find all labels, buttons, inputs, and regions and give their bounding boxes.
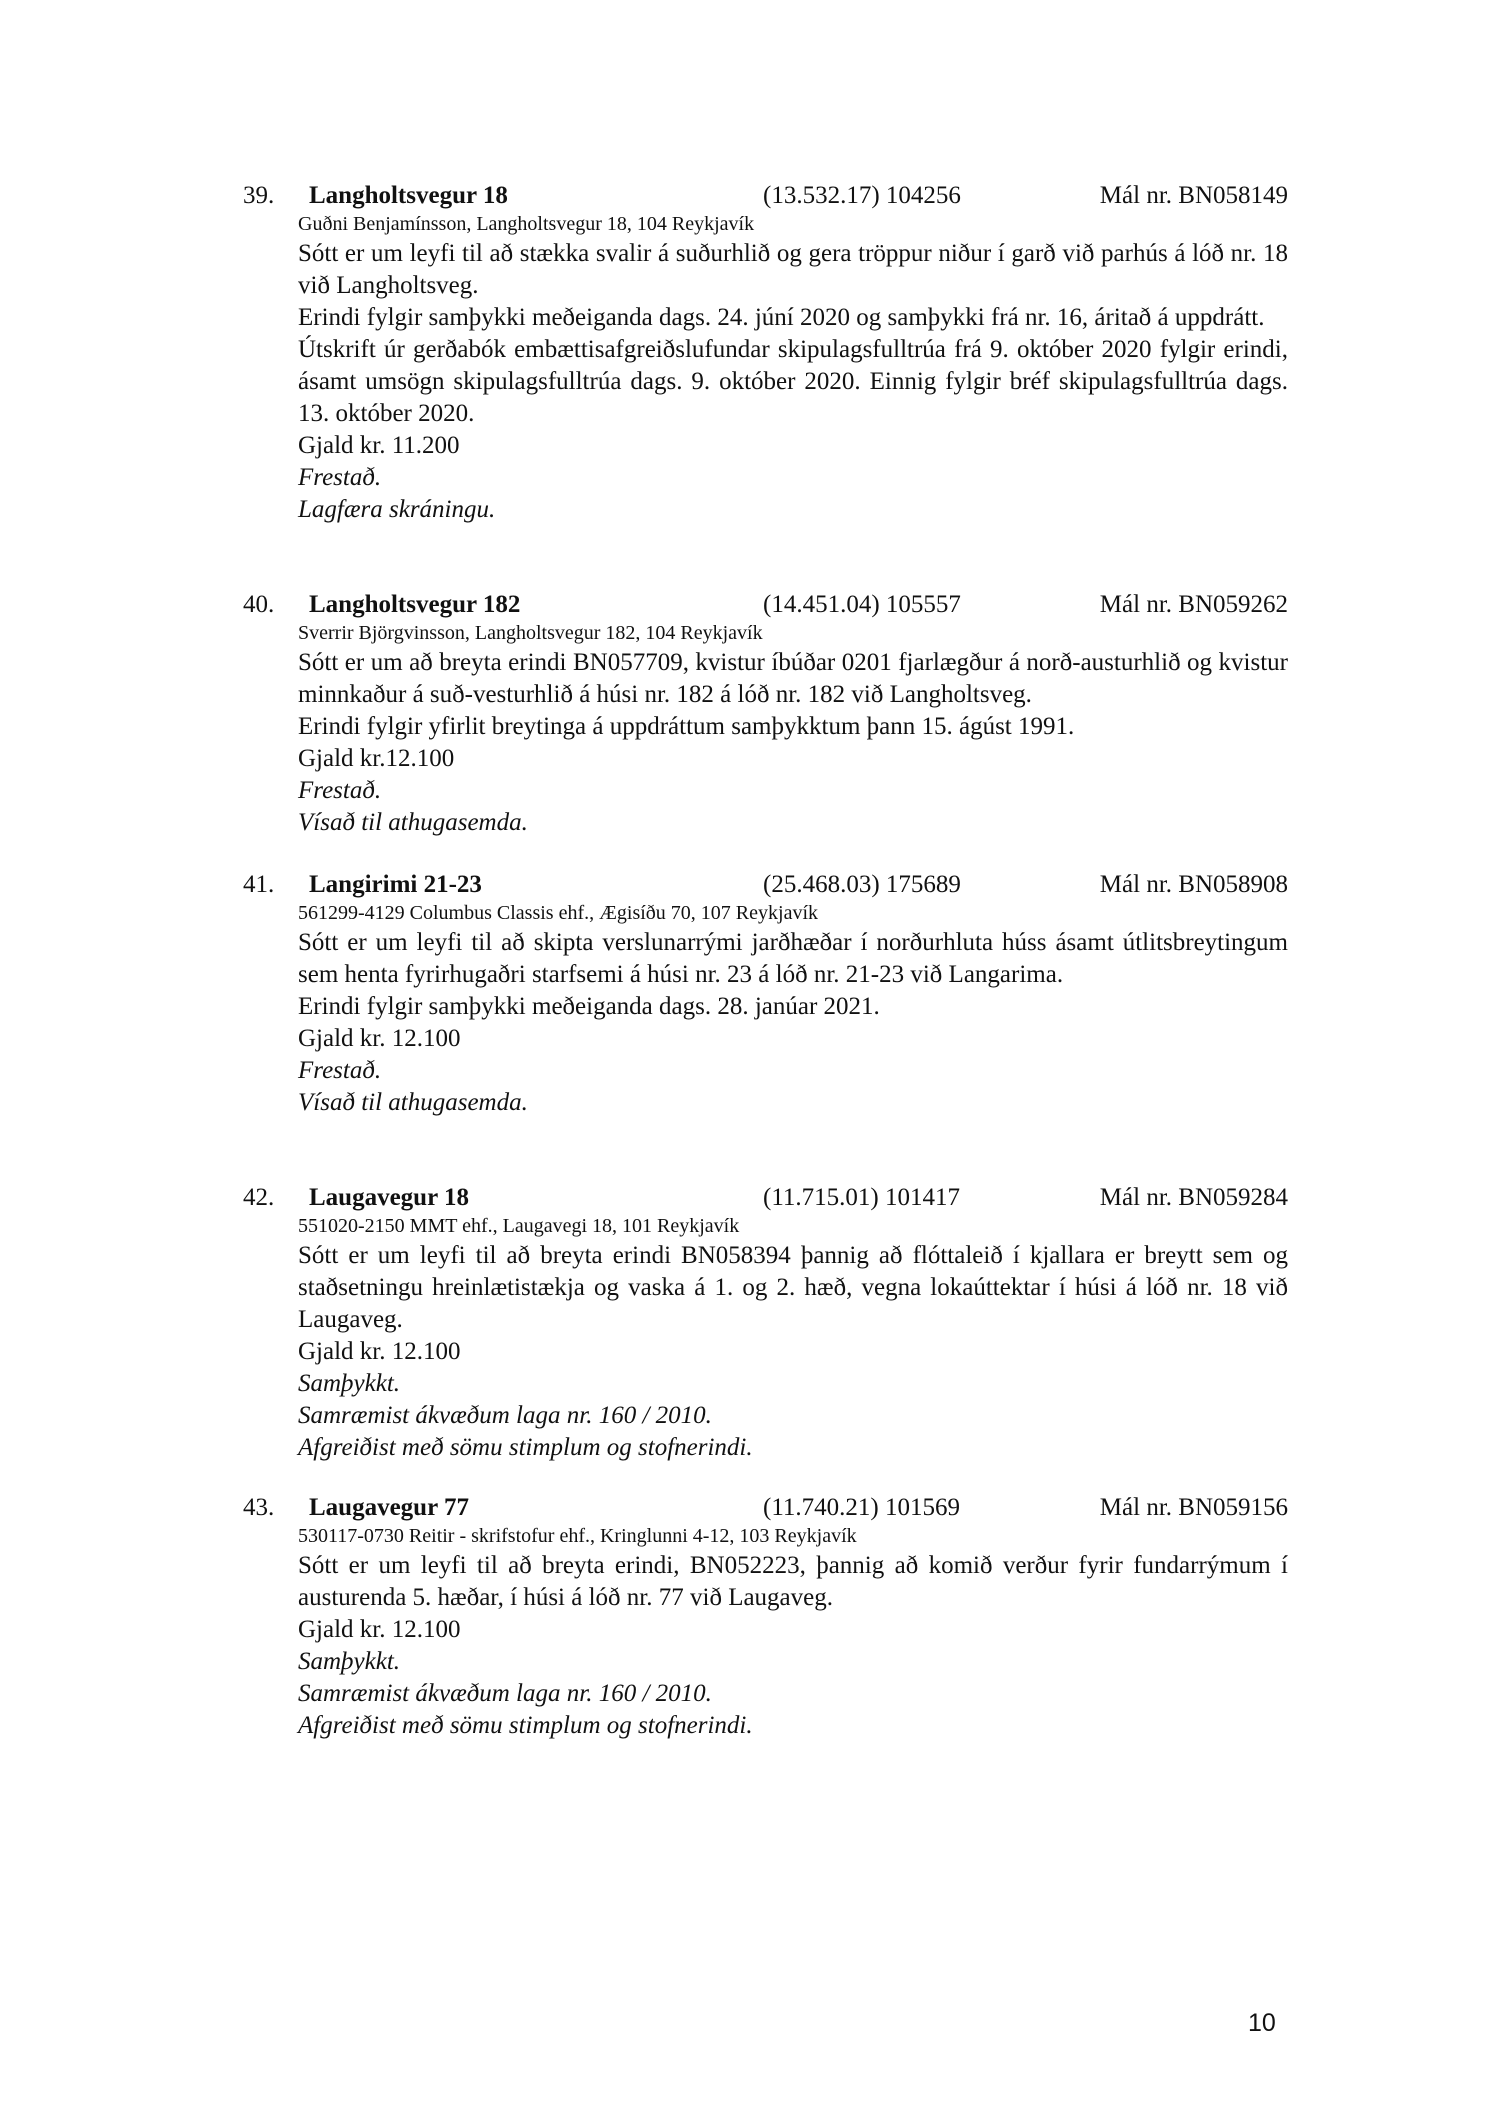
entry-number: 43. xyxy=(243,1494,275,1521)
entry-number: 42. xyxy=(243,1184,275,1211)
case-number: Mál nr. BN059284 xyxy=(1099,1184,1288,1211)
entry-41 xyxy=(243,869,1288,1119)
decision-note: Samræmist ákvæðum laga nr. 160 / 2010. xyxy=(298,1680,712,1707)
description: Sótt er um leyfi til að breyta erindi, BN052223, þannig að komið verður fyrir fundarrýmum í austurenda 5. hæðar, í húsi á lóð nr. 77 við Laugaveg. xyxy=(298,1552,1288,1611)
entry-header xyxy=(243,869,1288,901)
entry-number: 40. xyxy=(243,591,275,618)
case-number: Mál nr. BN058908 xyxy=(1099,871,1288,898)
description: Sótt er um leyfi til að breyta erindi BN058394 þannig að flóttaleið í kjallara er breytt sem og staðsetningu hreinlætistækja og vaska á 1. og 2. hæð, vegna lokaúttektar í húsi á lóð nr. 18 við Laugaveg. xyxy=(298,1242,1288,1333)
fee: Gjald kr. 11.200 xyxy=(298,432,460,459)
entry-title: Laugavegur 18 xyxy=(309,1184,469,1211)
entry-title: Langholtsvegur 18 xyxy=(309,182,508,209)
applicant: Guðni Benjamínsson, Langholtsvegur 18, 104 Reykjavík xyxy=(298,213,755,235)
entry-43 xyxy=(243,1492,1288,1742)
description: Sótt er um leyfi til að skipta verslunarrými jarðhæðar í norðurhluta húss ásamt útlitsbreytingum sem henta fyrirhugaðri starfsemi á húsi nr. 23 á lóð nr. 21-23 við Langarima. xyxy=(298,929,1288,988)
entry-header xyxy=(243,180,1288,212)
decision-note: Afgreiðist með sömu stimplum og stofnerindi. xyxy=(298,1434,753,1461)
entry-body xyxy=(298,1214,1288,1464)
entry-title: Laugavegur 77 xyxy=(309,1494,469,1521)
entry-39 xyxy=(243,180,1288,526)
decision-note: Lagfæra skráningu. xyxy=(298,496,496,523)
entry-body xyxy=(298,621,1288,839)
page-number: 10 xyxy=(1248,2009,1276,2037)
entry-reference: (25.468.03) 175689 xyxy=(763,871,961,898)
entry-40 xyxy=(243,589,1288,839)
applicant: 551020-2150 MMT ehf., Laugavegi 18, 101 Reykjavík xyxy=(298,1215,740,1237)
decision: Frestað. xyxy=(298,1057,382,1084)
entry-title: Langholtsvegur 182 xyxy=(309,591,521,618)
description: Sótt er um að breyta erindi BN057709, kvistur íbúðar 0201 fjarlægður á norð-austurhlið og kvistur minnkaður á suð-vesturhlið á húsi nr. 182 á lóð nr. 182 við Langholtsveg. xyxy=(298,649,1288,708)
applicant: 561299-4129 Columbus Classis ehf., Ægisíðu 70, 107 Reykjavík xyxy=(298,902,818,924)
entry-body xyxy=(298,1524,1288,1742)
entry-reference: (11.715.01) 101417 xyxy=(763,1184,960,1211)
decision-note: Vísað til athugasemda. xyxy=(298,809,528,836)
decision: Samþykkt. xyxy=(298,1648,401,1675)
entry-reference: (11.740.21) 101569 xyxy=(763,1494,960,1521)
entry-header xyxy=(243,1182,1288,1214)
entry-header xyxy=(243,1492,1288,1524)
decision: Frestað. xyxy=(298,777,382,804)
attachment-note: Erindi fylgir samþykki meðeiganda dags. 24. júní 2020 og samþykki frá nr. 16, áritað á uppdrátt. xyxy=(298,304,1265,331)
case-number: Mál nr. BN059262 xyxy=(1099,591,1288,618)
entry-number: 39. xyxy=(243,182,275,209)
entry-header xyxy=(243,589,1288,621)
fee: Gjald kr.12.100 xyxy=(298,745,455,772)
decision: Samþykkt. xyxy=(298,1370,401,1397)
entry-42 xyxy=(243,1182,1288,1464)
attachment-note: Erindi fylgir samþykki meðeiganda dags. 28. janúar 2021. xyxy=(298,993,880,1020)
case-number: Mál nr. BN059156 xyxy=(1099,1494,1288,1521)
entry-title: Langirimi 21-23 xyxy=(309,871,482,898)
applicant: Sverrir Björgvinsson, Langholtsvegur 182, 104 Reykjavík xyxy=(298,622,763,644)
description: Sótt er um leyfi til að stækka svalir á suðurhlið og gera tröppur niður í garð við parhús á lóð nr. 18 við Langholtsveg. xyxy=(298,240,1288,299)
entry-number: 41. xyxy=(243,871,275,898)
decision-note: Vísað til athugasemda. xyxy=(298,1089,528,1116)
fee: Gjald kr. 12.100 xyxy=(298,1025,461,1052)
applicant: 530117-0730 Reitir - skrifstofur ehf., Kringlunni 4-12, 103 Reykjavík xyxy=(298,1525,857,1547)
extract-note: Útskrift úr gerðabók embættisafgreiðslufundar skipulagsfulltrúa frá 9. október 2020 fylgir erindi, ásamt umsögn skipulagsfulltrúa dags. 9. október 2020. Einnig fylgir bréf skipulagsfulltrúa dags. 13. október 2020. xyxy=(298,336,1288,427)
entry-body xyxy=(298,901,1288,1119)
decision-note: Afgreiðist með sömu stimplum og stofnerindi. xyxy=(298,1712,753,1739)
fee: Gjald kr. 12.100 xyxy=(298,1616,461,1643)
entry-reference: (14.451.04) 105557 xyxy=(763,591,961,618)
case-number: Mál nr. BN058149 xyxy=(1099,182,1288,209)
attachment-note: Erindi fylgir yfirlit breytinga á uppdráttum samþykktum þann 15. ágúst 1991. xyxy=(298,713,1075,740)
fee: Gjald kr. 12.100 xyxy=(298,1338,461,1365)
entry-body xyxy=(298,212,1288,526)
entry-reference: (13.532.17) 104256 xyxy=(763,182,961,209)
decision: Frestað. xyxy=(298,464,382,491)
decision-note: Samræmist ákvæðum laga nr. 160 / 2010. xyxy=(298,1402,712,1429)
